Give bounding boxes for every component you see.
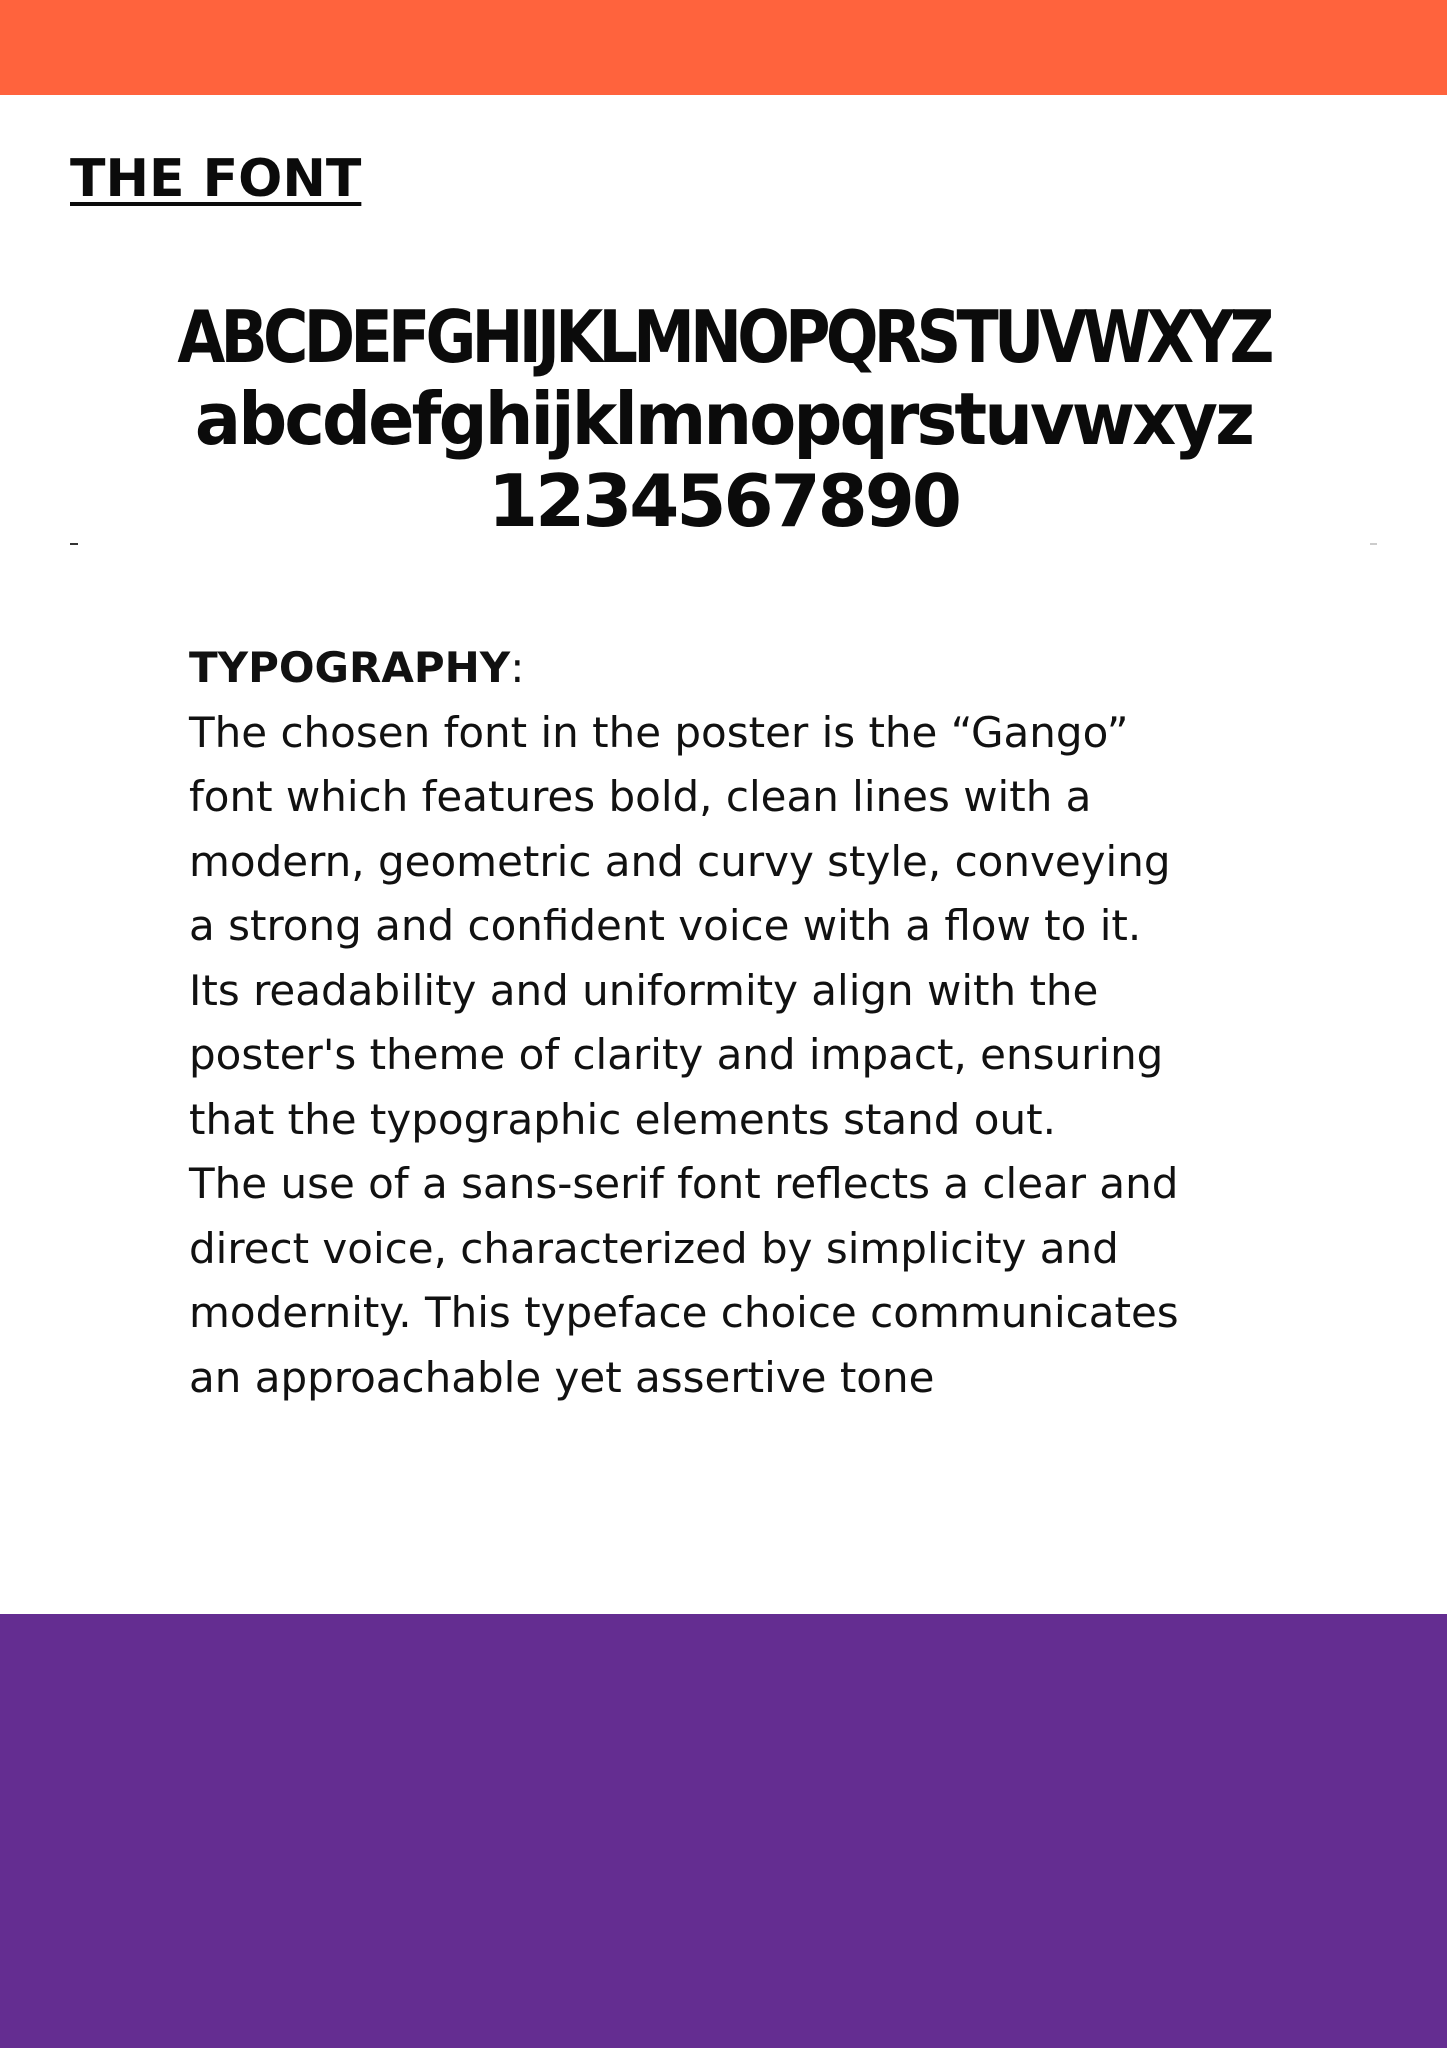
- body-line: a strong and confident voice with a flow to it.: [189, 901, 1142, 950]
- specimen-divider: [70, 543, 1377, 545]
- specimen-uppercase: ABCDEFGHIJKLMNOPQRSTUVWXYZ: [177, 295, 1270, 379]
- body-line: modern, geometric and curvy style, conveying: [189, 836, 1171, 886]
- body-line: font which features bold, clean lines with a: [189, 772, 1092, 821]
- typography-description: [189, 636, 1279, 1410]
- body-line: The use of a sans-serif font reflects a clear and: [189, 1159, 1179, 1208]
- section-title: THE FONT: [70, 149, 362, 209]
- body-line: modernity. This typeface choice communicates: [189, 1288, 1179, 1337]
- footer-color-band: [0, 1614, 1447, 2048]
- body-line: Its readability and uniformity align with the: [189, 965, 1099, 1015]
- body-line: that the typographic elements stand out.: [189, 1094, 1056, 1144]
- header-color-band: [0, 0, 1447, 95]
- specimen-digits: 1234567890: [488, 459, 959, 543]
- typography-heading-colon: :: [510, 643, 525, 692]
- typography-heading-line: [189, 636, 1279, 701]
- typography-heading: TYPOGRAPHY: [189, 643, 511, 692]
- font-specimen: [70, 296, 1377, 542]
- body-line: direct voice, characterized by simplicity and: [189, 1223, 1119, 1273]
- body-line: The chosen font in the poster is the “Gango”: [189, 707, 1129, 757]
- body-line: an approachable yet assertive tone: [189, 1352, 935, 1402]
- body-line: poster's theme of clarity and impact, ensuring: [189, 1030, 1164, 1079]
- specimen-lowercase: abcdefghijklmnopqrstuvwxyz: [194, 377, 1253, 461]
